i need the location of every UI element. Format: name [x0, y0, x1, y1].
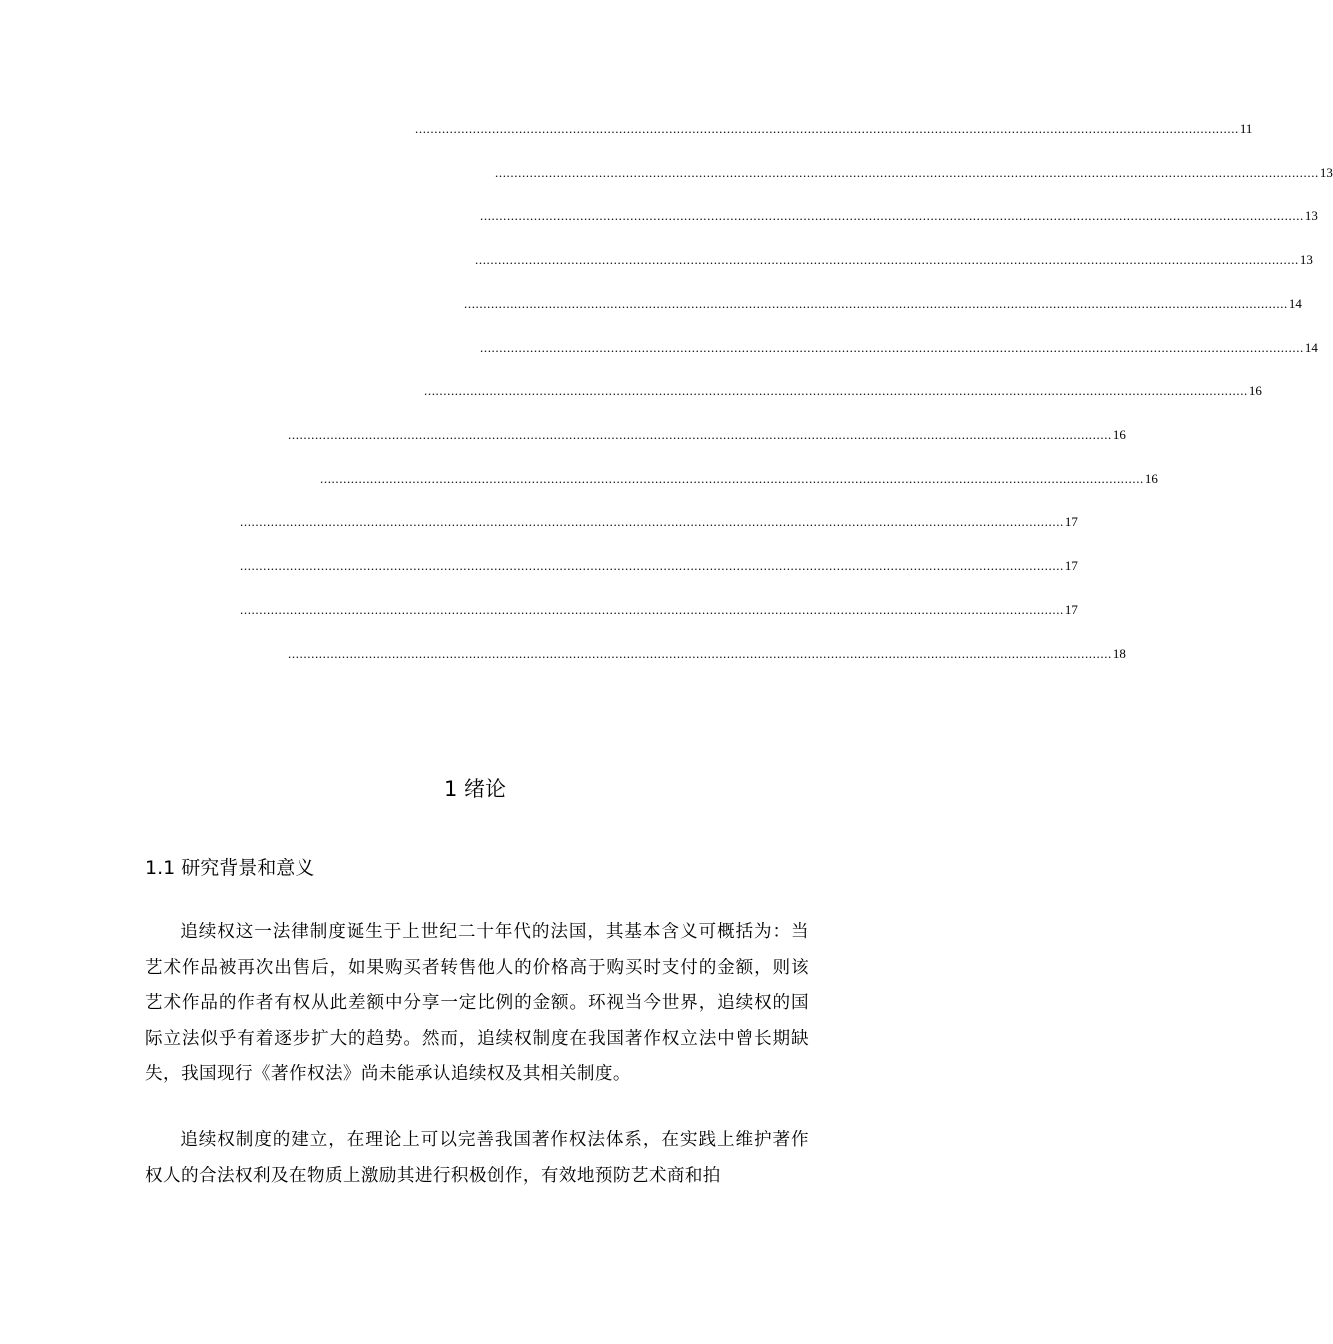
toc-leader-dots: ......................................................................................................................................................................................................................	[240, 514, 1064, 529]
toc-page-number: 16	[1144, 471, 1158, 486]
toc-leader-dots: ......................................................................................................................................................................................................................	[475, 252, 1299, 267]
toc-page-number: 13	[1299, 252, 1313, 267]
toc-entry[interactable]	[480, 340, 1318, 356]
toc-entry[interactable]	[424, 383, 1262, 399]
toc-leader-dots: ......................................................................................................................................................................................................................	[495, 165, 1319, 180]
body-paragraph: 追续权这一法律制度诞生于上世纪二十年代的法国，其基本含义可概括为：当艺术作品被再次出售后，如果购买者转售他人的价格高于购买时支付的金额，则该艺术作品的作者有权从此差额中分享一定比例的金额。环视当今世界，追续权的国际立法似乎有着逐步扩大的趋势。然而，追续权制度在我国著作权立法中曾长期缺失，我国现行《著作权法》尚未能承认追续权及其相关制度。	[145, 922, 809, 1084]
toc-page-number: 11	[1239, 121, 1253, 136]
toc-entry[interactable]	[464, 296, 1302, 312]
toc-leader-dots: ......................................................................................................................................................................................................................	[464, 296, 1288, 311]
toc-page-number: 16	[1248, 383, 1262, 398]
toc-entry[interactable]	[480, 208, 1318, 224]
toc-leader-dots: ......................................................................................................................................................................................................................	[288, 427, 1112, 442]
body-paragraph: 追续权制度的建立，在理论上可以完善我国著作权法体系，在实践上维护著作权人的合法权利及在物质上激励其进行积极创作，有效地预防艺术商和拍	[145, 1130, 809, 1186]
toc-leader-dots: ......................................................................................................................................................................................................................	[240, 558, 1064, 573]
toc-entry[interactable]	[495, 165, 1333, 181]
toc-entry[interactable]	[288, 646, 1126, 662]
chapter-heading: 1 绪论	[443, 777, 507, 801]
toc-page-number: 16	[1112, 427, 1126, 442]
section-heading: 1.1 研究背景和意义	[145, 857, 315, 879]
toc-entry[interactable]	[240, 558, 1078, 574]
toc-entry[interactable]	[240, 602, 1078, 618]
toc-page-number: 17	[1064, 558, 1078, 573]
toc-entry[interactable]	[288, 427, 1126, 443]
toc-leader-dots: ......................................................................................................................................................................................................................	[320, 471, 1144, 486]
toc-leader-dots: ......................................................................................................................................................................................................................	[240, 602, 1064, 617]
toc-entry[interactable]	[240, 514, 1078, 530]
toc-leader-dots: ......................................................................................................................................................................................................................	[480, 208, 1304, 223]
toc-page-number: 13	[1319, 165, 1333, 180]
toc-leader-dots: ......................................................................................................................................................................................................................	[415, 121, 1239, 136]
body-paragraph-block	[145, 1123, 809, 1194]
toc-page-number: 14	[1304, 340, 1318, 355]
body-paragraph-block	[145, 915, 809, 1093]
toc-entry[interactable]	[320, 471, 1158, 487]
toc-leader-dots: ......................................................................................................................................................................................................................	[424, 383, 1248, 398]
toc-leader-dots: ......................................................................................................................................................................................................................	[288, 646, 1112, 661]
toc-page-number: 17	[1064, 602, 1078, 617]
toc-entry[interactable]	[475, 252, 1313, 268]
toc-page-number: 13	[1304, 208, 1318, 223]
toc-leader-dots: ......................................................................................................................................................................................................................	[480, 340, 1304, 355]
toc-page-number: 14	[1288, 296, 1302, 311]
toc-entry[interactable]	[415, 121, 1253, 137]
toc-page-number: 17	[1064, 514, 1078, 529]
toc-page-number: 18	[1112, 646, 1126, 661]
